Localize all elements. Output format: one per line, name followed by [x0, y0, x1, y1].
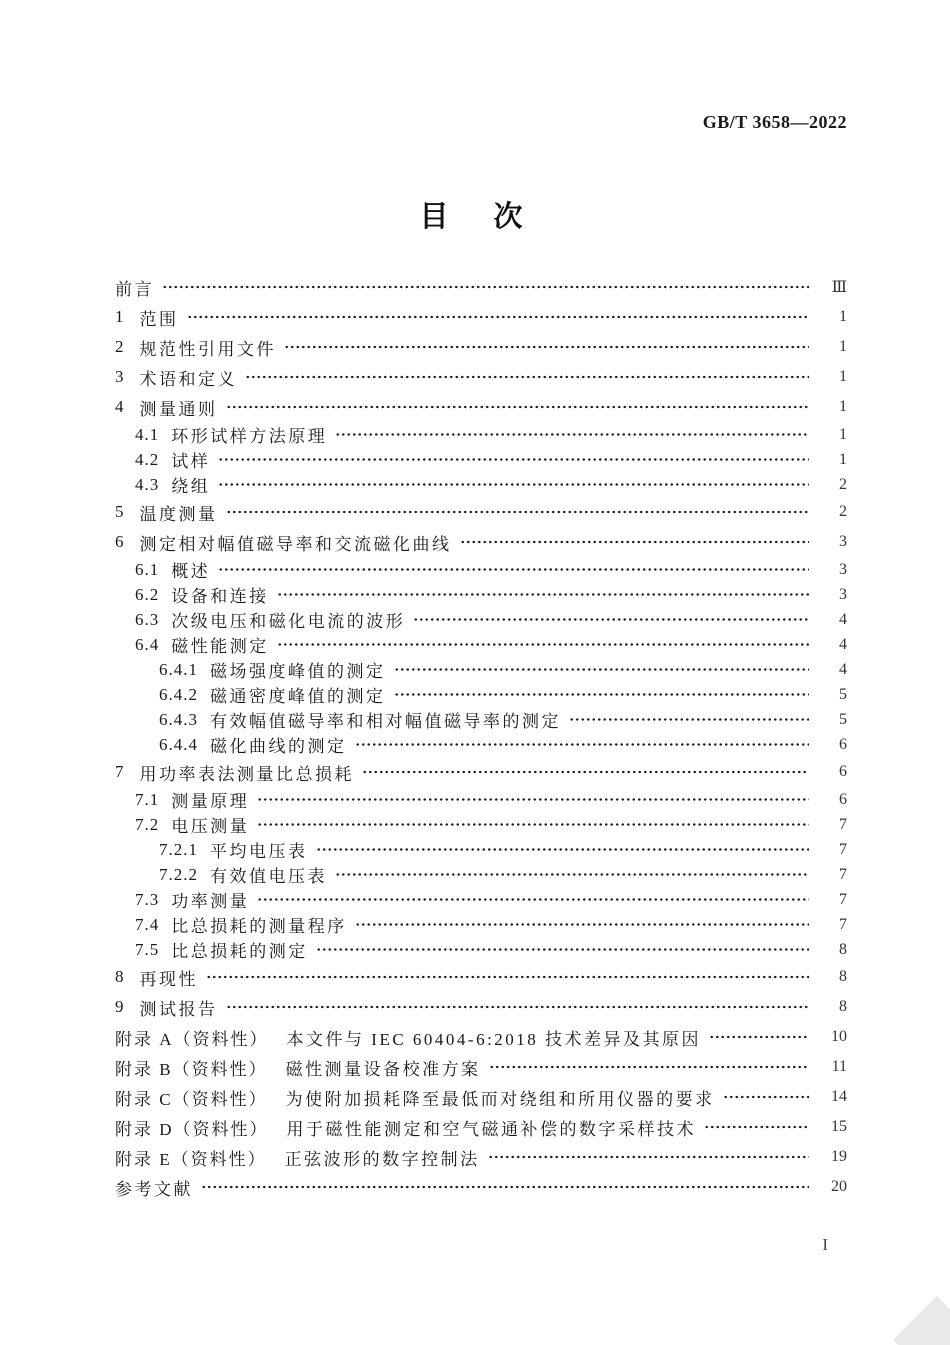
- toc-entry-number: 4.2: [135, 449, 160, 469]
- toc-entry: [115, 837, 847, 862]
- toc-entry-page: 1: [839, 425, 847, 443]
- toc-entry-label: 次级电压和磁化电流的波形: [171, 612, 406, 631]
- toc-entry-label: 有效值电压表: [210, 867, 327, 886]
- toc-leader-dots: [226, 392, 810, 422]
- toc-entry-number: 7.2: [135, 814, 160, 834]
- toc-leader-dots: [257, 887, 809, 912]
- toc-entry-label: 有效幅值磁导率和相对幅值磁导率的测定: [210, 712, 561, 731]
- toc-leader-dots: [704, 1112, 809, 1142]
- toc-entry: [115, 1142, 847, 1172]
- toc-entry-page: 4: [839, 660, 847, 678]
- footer-page-number: I: [822, 1235, 828, 1254]
- toc-entry: [115, 272, 847, 302]
- toc-leader-dots: [206, 962, 809, 992]
- toc-entry: [115, 657, 847, 682]
- toc-entry-label: 规范性引用文件: [139, 339, 276, 359]
- toc-entry-number: 7.4: [135, 914, 160, 934]
- toc-entry-label: 平均电压表: [210, 842, 308, 861]
- toc-entry-number: 6.4.1: [159, 659, 198, 679]
- toc-entry-page: 7: [839, 840, 847, 858]
- toc-entry-number: 7.5: [135, 939, 160, 959]
- toc-leader-dots: [277, 632, 809, 657]
- toc-entry-number: 7.2.1: [159, 839, 198, 859]
- toc-entry-label: 温度测量: [139, 504, 218, 524]
- toc-leader-dots: [488, 1142, 809, 1172]
- toc-entry-number: 4.1: [135, 424, 160, 444]
- toc-leader-dots: [489, 1052, 809, 1082]
- toc-leader-dots: [226, 497, 810, 527]
- toc-entry-page: 1: [839, 368, 847, 385]
- toc-entry: [115, 557, 847, 582]
- toc-entry: [115, 1112, 847, 1142]
- corner-watermark: [893, 1296, 950, 1345]
- toc-leader-dots: [218, 472, 809, 497]
- toc-entry-page: Ⅲ: [831, 279, 847, 296]
- toc-entry-page: 1: [839, 308, 847, 325]
- toc-entry: [115, 497, 847, 527]
- toc-entry-page: 3: [839, 533, 847, 550]
- toc-entry: [115, 787, 847, 812]
- toc-entry-label: 用功率表法测量比总损耗: [139, 764, 354, 784]
- toc-entry-number: 6.4.4: [159, 734, 198, 754]
- toc-entry-page: 19: [831, 1148, 847, 1165]
- toc-entry: [115, 362, 847, 392]
- toc-leader-dots: [355, 912, 809, 937]
- toc-leader-dots: [218, 557, 809, 582]
- toc-leader-dots: [201, 1172, 809, 1202]
- toc-entry-label: 磁场强度峰值的测定: [210, 662, 386, 681]
- toc-entry-number: 附录 B（资料性）: [115, 1059, 268, 1079]
- toc-leader-dots: [316, 937, 809, 962]
- toc-entry: [115, 732, 847, 757]
- toc-entry: [115, 582, 847, 607]
- toc-entry-label: 测试报告: [139, 999, 218, 1019]
- toc-entry-page: 11: [831, 1058, 847, 1075]
- toc-entry: [115, 862, 847, 887]
- toc-leader-dots: [413, 607, 809, 632]
- toc-entry-page: 7: [839, 815, 847, 833]
- toc-entry-label: 磁化曲线的测定: [210, 737, 347, 756]
- toc-entry-page: 14: [831, 1088, 847, 1105]
- toc-entry-page: 4: [839, 635, 847, 653]
- toc-leader-dots: [218, 447, 809, 472]
- toc-entry-page: 1: [839, 338, 847, 355]
- toc-entry: [115, 937, 847, 962]
- toc-entry-label: 本文件与 IEC 60404-6:2018 技术差异及其原因: [286, 1029, 702, 1049]
- toc-entry-label: 环形试样方法原理: [171, 427, 328, 446]
- toc-entry: [115, 632, 847, 657]
- toc-entry: [115, 912, 847, 937]
- toc-entry-label: 磁通密度峰值的测定: [210, 687, 386, 706]
- toc-entry: [115, 392, 847, 422]
- toc-list: [115, 272, 847, 1202]
- toc-entry-page: 5: [839, 685, 847, 703]
- toc-leader-dots: [316, 837, 810, 862]
- toc-entry-page: 20: [831, 1178, 847, 1195]
- toc-entry-page: 15: [831, 1118, 847, 1135]
- toc-entry-label: 再现性: [139, 969, 198, 989]
- toc-entry: [115, 757, 847, 787]
- toc-entry-label: 磁性能测定: [171, 637, 269, 656]
- toc-entry-label: 概述: [171, 562, 211, 581]
- toc-entry: [115, 992, 847, 1022]
- toc-entry-number: 6: [115, 532, 126, 551]
- toc-entry-label: 比总损耗的测定: [171, 942, 308, 961]
- toc-leader-dots: [709, 1022, 809, 1052]
- toc-entry-page: 3: [839, 585, 847, 603]
- toc-entry-number: 8: [115, 967, 126, 986]
- toc-entry: [115, 332, 847, 362]
- toc-entry-number: 7.2.2: [159, 864, 198, 884]
- toc-entry: [115, 1022, 847, 1052]
- page-title: 目 次: [419, 201, 531, 233]
- toc-entry-page: 8: [839, 968, 847, 985]
- toc-entry: [115, 1172, 847, 1202]
- toc-leader-dots: [257, 812, 809, 837]
- toc-entry-label: 测量通则: [139, 399, 218, 419]
- toc-leader-dots: [162, 272, 809, 302]
- toc-leader-dots: [355, 732, 810, 757]
- toc-entry-label: 测量原理: [171, 792, 250, 811]
- toc-leader-dots: [723, 1082, 809, 1112]
- toc-leader-dots: [245, 362, 809, 392]
- toc-entry-label: 功率测量: [171, 892, 250, 911]
- toc-leader-dots: [277, 582, 809, 607]
- toc-leader-dots: [362, 757, 809, 787]
- toc-entry-number: 7.3: [135, 889, 160, 909]
- toc-entry-number: 6.4: [135, 634, 160, 654]
- toc-entry-label: 范围: [139, 309, 179, 329]
- toc-leader-dots: [335, 422, 809, 447]
- toc-entry-page: 6: [839, 735, 847, 753]
- toc-entry-number: 3: [115, 367, 126, 386]
- toc-entry-page: 3: [839, 560, 847, 578]
- toc-entry-page: 6: [839, 763, 847, 780]
- toc-entry-page: 4: [839, 610, 847, 628]
- toc-entry-number: 2: [115, 337, 126, 356]
- toc-entry-label: 参考文献: [115, 1179, 193, 1199]
- toc-entry: [115, 1052, 847, 1082]
- toc-entry-number: 4: [115, 397, 126, 416]
- toc-entry-number: 6.4.3: [159, 709, 198, 729]
- toc-entry-label: 为使附加损耗降至最低而对绕组和所用仪器的要求: [285, 1089, 715, 1109]
- toc-entry-number: 附录 A（资料性）: [115, 1029, 269, 1049]
- toc-entry-number: 9: [115, 997, 126, 1016]
- toc-leader-dots: [335, 862, 809, 887]
- toc-entry-label: 设备和连接: [171, 587, 269, 606]
- toc-entry-number: 7.1: [135, 789, 160, 809]
- toc-leader-dots: [226, 992, 810, 1022]
- toc-entry-page: 2: [839, 475, 847, 493]
- toc-entry-label: 测定相对幅值磁导率和交流磁化曲线: [139, 534, 452, 554]
- toc-entry: [115, 707, 847, 732]
- toc-entry-label: 磁性测量设备校准方案: [285, 1059, 481, 1079]
- toc-entry-label: 试样: [171, 452, 211, 471]
- toc-entry: [115, 447, 847, 472]
- toc-entry-page: 2: [839, 503, 847, 520]
- toc-entry-page: 7: [839, 890, 847, 908]
- toc-leader-dots: [569, 707, 809, 732]
- toc-entry-page: 8: [839, 998, 847, 1015]
- toc-entry-number: 附录 E（资料性）: [115, 1149, 267, 1169]
- toc-entry-number: 1: [115, 307, 126, 326]
- toc-entry: [115, 422, 847, 447]
- toc-entry-page: 8: [839, 940, 847, 958]
- toc-entry: [115, 527, 847, 557]
- toc-entry-number: 6.3: [135, 609, 160, 629]
- toc-entry: [115, 472, 847, 497]
- toc-entry-label: 比总损耗的测量程序: [171, 917, 347, 936]
- toc-entry-number: 6.4.2: [159, 684, 198, 704]
- toc-entry-number: 6.1: [135, 559, 160, 579]
- toc-entry: [115, 1082, 847, 1112]
- toc-entry-page: 7: [839, 915, 847, 933]
- toc-leader-dots: [394, 657, 810, 682]
- toc-entry-label: 绕组: [171, 477, 211, 496]
- toc-entry: [115, 887, 847, 912]
- toc-entry-label: 正弦波形的数字控制法: [284, 1149, 480, 1169]
- toc-entry-label: 电压测量: [171, 817, 250, 836]
- toc-entry-page: 1: [839, 398, 847, 415]
- toc-entry-label: 术语和定义: [139, 369, 237, 389]
- toc-entry-number: 附录 C（资料性）: [115, 1089, 268, 1109]
- toc-leader-dots: [284, 332, 809, 362]
- toc-entry-number: 6.2: [135, 584, 160, 604]
- toc-leader-dots: [460, 527, 810, 557]
- toc-entry: [115, 302, 847, 332]
- toc-entry-page: 7: [839, 865, 847, 883]
- toc-entry-number: 5: [115, 502, 126, 521]
- toc-entry-number: 7: [115, 762, 126, 781]
- toc-leader-dots: [187, 302, 810, 332]
- toc-entry: [115, 812, 847, 837]
- toc-entry-page: 10: [831, 1028, 847, 1045]
- toc-entry-page: 5: [839, 710, 847, 728]
- toc-entry-number: 附录 D（资料性）: [115, 1119, 269, 1139]
- toc-entry: [115, 607, 847, 632]
- toc-entry-page: 1: [839, 450, 847, 468]
- toc-entry-number: 4.3: [135, 474, 160, 494]
- toc-entry-label: 用于磁性能测定和空气磁通补偿的数字采样技术: [286, 1119, 697, 1139]
- toc-leader-dots: [257, 787, 809, 812]
- toc-entry: [115, 962, 847, 992]
- standard-code-header: GB/T 3658—2022: [702, 112, 847, 132]
- toc-entry-label: 前言: [115, 279, 154, 299]
- toc-leader-dots: [394, 682, 810, 707]
- toc-entry: [115, 682, 847, 707]
- toc-entry-page: 6: [839, 790, 847, 808]
